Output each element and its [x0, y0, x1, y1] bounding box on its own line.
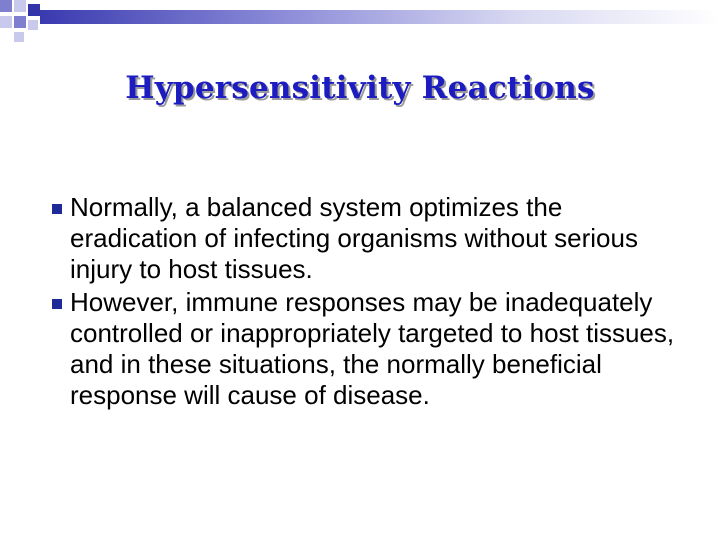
- header-decoration-bar: [40, 10, 720, 24]
- square-bullet-icon: [52, 299, 62, 309]
- decorative-square: [28, 4, 40, 16]
- bullet-text: Normally, a balanced system optimizes the eradication of infecting organisms without serious injury to host tissues.: [70, 192, 638, 284]
- decorative-square: [14, 32, 24, 42]
- bullet-item: [52, 192, 692, 285]
- decorative-square: [14, 16, 26, 28]
- decorative-square: [14, 0, 26, 12]
- decorative-square: [28, 20, 38, 30]
- slide-title: Hypersensitivity Reactions: [125, 70, 595, 106]
- bullet-text: However, immune responses may be inadequately controlled or inappropriately targeted to host tissues, and in these situations, the normally beneficial response will cause of disease.: [70, 287, 675, 410]
- decorative-square: [0, 0, 12, 12]
- bullet-item: [52, 287, 692, 411]
- decorative-square: [0, 16, 12, 28]
- bullet-list: [52, 192, 692, 413]
- square-bullet-icon: [52, 204, 62, 214]
